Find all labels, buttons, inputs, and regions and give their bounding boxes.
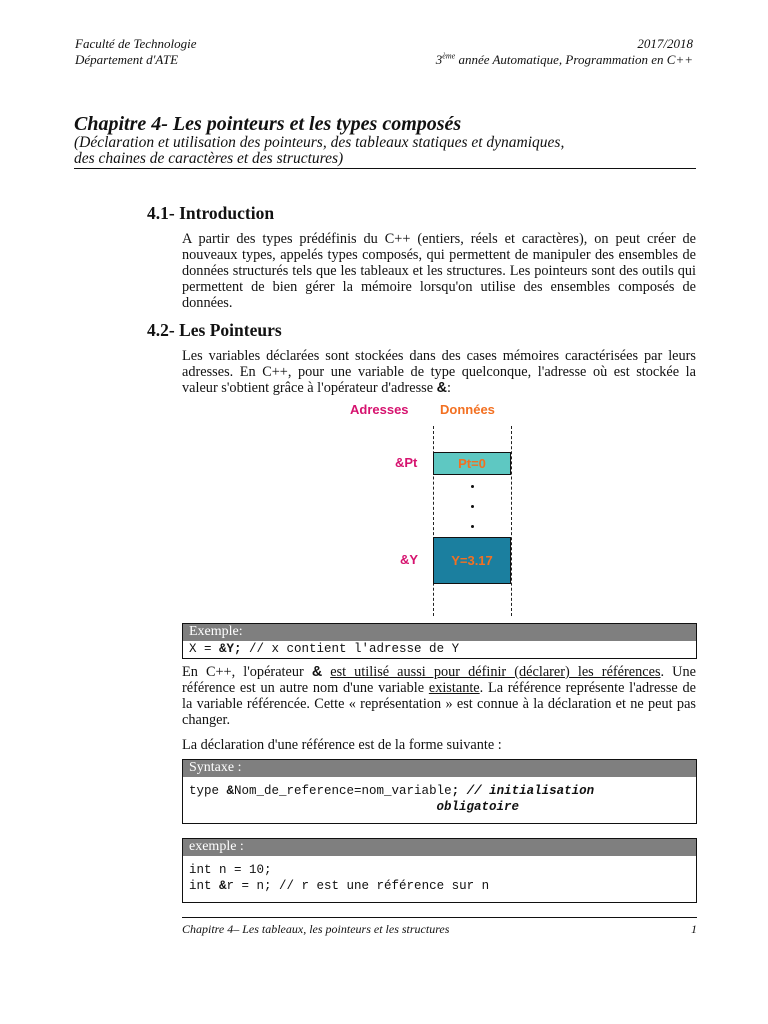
page-number: 1 (691, 922, 697, 936)
footer-chapter-title: Chapitre 4– Les tableaux, les pointeurs et les structures (182, 922, 450, 936)
y-address-label: &Y (400, 552, 419, 567)
addresses-column-label: Adresses (350, 402, 409, 417)
example-box-header: Exemple: (183, 624, 696, 641)
chapter-title: Chapitre 4- Les pointeurs et les types composés (74, 113, 462, 135)
syntax-box (182, 759, 697, 824)
example-reference-code: int n = 10; int &r = n; // r est une référence sur n (189, 863, 490, 893)
chapter-subtitle-line2: des chaines de caractères et des structures) (74, 150, 344, 167)
page-header-left (75, 36, 197, 68)
y-memory-cell: Y=3.17 (433, 537, 511, 584)
reference-declaration-intro: La déclaration d'une référence est de la forme suivante : (182, 737, 502, 753)
right-dashed-line (511, 426, 512, 616)
example-box-reference (182, 838, 697, 903)
memory-diagram (340, 400, 540, 620)
pt-memory-cell: Pt=0 (433, 452, 511, 475)
example-box-address (182, 623, 697, 659)
syntax-box-header: Syntaxe : (183, 760, 696, 777)
data-column-label: Données (440, 402, 495, 417)
chapter-subtitle-line1: (Déclaration et utilisation des pointeurs, des tableaux statiques et dynamiques, (74, 134, 565, 151)
pointers-paragraph: Les variables déclarées sont stockées dans des cases mémoires caractérisées par leurs adresses. En C++, pour une variable de type quelconque, l'adresse où est stockée la valeur s'obtient grâce à l'opérateur d'adresse &: (182, 348, 696, 396)
faculty-name: Faculté de Technologie (75, 36, 197, 51)
section-title-pointers: 4.2- Les Pointeurs (147, 320, 282, 340)
page-header-right (436, 36, 693, 68)
references-paragraph: En C++, l'opérateur & est utilisé aussi pour définir (déclarer) les références. Une référence est un autre nom d'une variable existante. La référence représente l'adresse de la variable référencée. Cette « représentation » est connue à la déclaration et ne peut pas changer. (182, 664, 696, 728)
ellipsis-dot (471, 485, 474, 488)
section-title-introduction: 4.1- Introduction (147, 203, 275, 223)
example-box-header: exemple : (183, 839, 696, 856)
example-code: X = &Y; // x contient l'adresse de Y (189, 642, 460, 656)
chapter-heading (74, 114, 696, 169)
course-info: 3ème année Automatique, Programmation en C++ (435, 51, 693, 67)
ellipsis-dot (471, 525, 474, 528)
pt-address-label: &Pt (395, 455, 418, 470)
syntax-code: type &Nom_de_reference=nom_variable; // initialisation obligatoire (189, 784, 595, 814)
academic-year: 2017/2018 (637, 36, 693, 51)
page-footer (182, 917, 697, 937)
department-name: Département d'ATE (75, 52, 179, 67)
ellipsis-dot (471, 505, 474, 508)
introduction-paragraph: A partir des types prédéfinis du C++ (entiers, réels et caractères), on peut créer de nouveaux types, appelés types composés, qui permettent de manipuler des ensembles de données structurés tels que les tableaux et les structures. Les pointeurs sont des outils qui permettent de bien gérer la mémoire lorsqu'on utilise des ensembles composés de données. (182, 231, 696, 311)
